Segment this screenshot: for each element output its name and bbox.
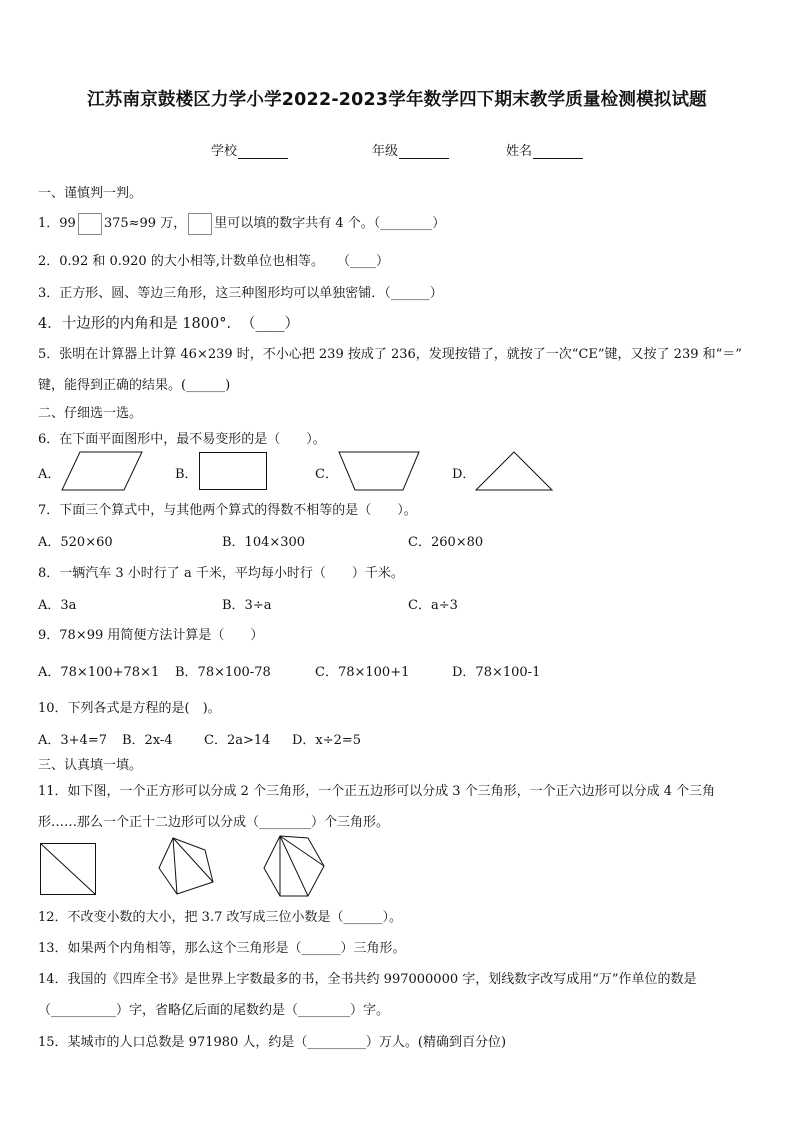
q1-part-a: 1．99 bbox=[38, 216, 76, 231]
q1-part-b: 375≈99 万， bbox=[103, 216, 187, 231]
q6-option-d-label[interactable]: D． bbox=[452, 467, 476, 482]
question-7: 7．下面三个算式中，与其他两个算式的得数不相等的是（ ）。 bbox=[38, 503, 417, 518]
hexagon-divided-icon bbox=[262, 836, 326, 898]
school-label: 学校 bbox=[211, 144, 238, 159]
pentagon-divided-icon bbox=[155, 838, 217, 896]
q9-option-b[interactable]: B．78×100-78 bbox=[175, 665, 271, 680]
question-9: 9．78×99 用简便方法计算是（ ） bbox=[38, 628, 264, 643]
name-label: 姓名 bbox=[506, 144, 533, 159]
q8-option-b[interactable]: B．3÷a bbox=[222, 598, 272, 613]
school-field bbox=[211, 140, 288, 159]
q8-option-c[interactable]: C．a÷3 bbox=[408, 598, 458, 613]
q6-rectangle-icon bbox=[199, 452, 269, 492]
q6-option-a-label[interactable]: A． bbox=[38, 467, 61, 482]
q1-box-2[interactable] bbox=[188, 213, 212, 235]
grade-label: 年级 bbox=[372, 144, 399, 159]
square-divided-icon bbox=[40, 843, 98, 897]
question-14-line-1: 14．我国的《四库全书》是世界上字数最多的书，全书共约 997000000 字，划线数字改写成用“万”作单位的数是 bbox=[38, 972, 697, 987]
q10-option-d[interactable]: D．x÷2=5 bbox=[292, 733, 362, 748]
question-8: 8．一辆汽车 3 小时行了 a 千米，平均每小时行（ ）千米。 bbox=[38, 566, 404, 581]
question-11-line-2: 形……那么一个正十二边形可以分成（________）个三角形。 bbox=[38, 815, 390, 830]
name-blank[interactable] bbox=[533, 145, 583, 159]
question-15: 15．某城市的人口总数是 971980 人，约是（_________）万人。(精确到百分位) bbox=[38, 1035, 507, 1050]
section-2-heading: 二、仔细选一选。 bbox=[38, 406, 143, 421]
question-11-line-1: 11．如下图，一个正方形可以分成 2 个三角形，一个正五边形可以分成 3 个三角形，一个正六边形可以分成 4 个三角 bbox=[38, 784, 716, 799]
q7-option-a[interactable]: A．520×60 bbox=[38, 535, 113, 550]
q10-option-a[interactable]: A．3+4=7 bbox=[38, 733, 107, 748]
q6-parallelogram-icon bbox=[62, 452, 144, 492]
name-field bbox=[506, 140, 583, 159]
q6-triangle-icon bbox=[476, 452, 554, 492]
question-6: 6．在下面平面图形中，最不易变形的是（ ）。 bbox=[38, 432, 326, 447]
q9-option-a[interactable]: A．78×100+78×1 bbox=[38, 665, 160, 680]
school-blank[interactable] bbox=[238, 145, 288, 159]
q10-option-b[interactable]: B．2x-4 bbox=[122, 733, 173, 748]
question-2: 2．0.92 和 0.920 的大小相等,计数单位也相等。 （____） bbox=[38, 254, 389, 269]
q7-option-b[interactable]: B．104×300 bbox=[222, 535, 306, 550]
q7-option-c[interactable]: C．260×80 bbox=[408, 535, 484, 550]
question-14-line-2: （__________）字，省略亿后面的尾数约是（________）字。 bbox=[38, 1003, 390, 1018]
question-10: 10．下列各式是方程的是( )。 bbox=[38, 701, 221, 716]
question-3: 3．正方形、圆、等边三角形，这三种图形均可以单独密铺．（______） bbox=[38, 286, 443, 301]
grade-field bbox=[372, 140, 449, 159]
q9-option-c[interactable]: C．78×100+1 bbox=[315, 665, 410, 680]
section-3-heading: 三、认真填一填。 bbox=[38, 758, 143, 773]
q6-trapezoid-icon bbox=[339, 452, 421, 492]
q6-option-c-label[interactable]: C． bbox=[315, 467, 338, 482]
q6-option-b-label[interactable]: B． bbox=[175, 467, 198, 482]
q9-option-d[interactable]: D．78×100-1 bbox=[452, 665, 541, 680]
question-5-line-2: 键，能得到正确的结果。(______) bbox=[38, 378, 231, 393]
question-13: 13．如果两个内角相等，那么这个三角形是（______）三角形。 bbox=[38, 941, 406, 956]
question-1 bbox=[38, 212, 445, 235]
q8-option-a[interactable]: A．3a bbox=[38, 598, 77, 613]
q1-box-1[interactable] bbox=[78, 213, 102, 235]
q1-part-c: 里可以填的数字共有 4 个。（________） bbox=[214, 216, 446, 231]
q10-option-c[interactable]: C．2a>14 bbox=[204, 733, 271, 748]
question-12: 12．不改变小数的大小，把 3.7 改写成三位小数是（______）。 bbox=[38, 910, 402, 925]
question-5-line-1: 5．张明在计算器上计算 46×239 时，不小心把 239 按成了 236，发现按错了，就按了一次“CE”键，又按了 239 和“＝” bbox=[38, 347, 742, 362]
question-4: 4．十边形的内角和是 1800°． （____） bbox=[38, 316, 299, 332]
section-1-heading: 一、谨慎判一判。 bbox=[38, 186, 143, 201]
page-title: 江苏南京鼓楼区力学小学2022-2023学年数学四下期末教学质量检测模拟试题 bbox=[87, 90, 707, 110]
grade-blank[interactable] bbox=[399, 145, 449, 159]
